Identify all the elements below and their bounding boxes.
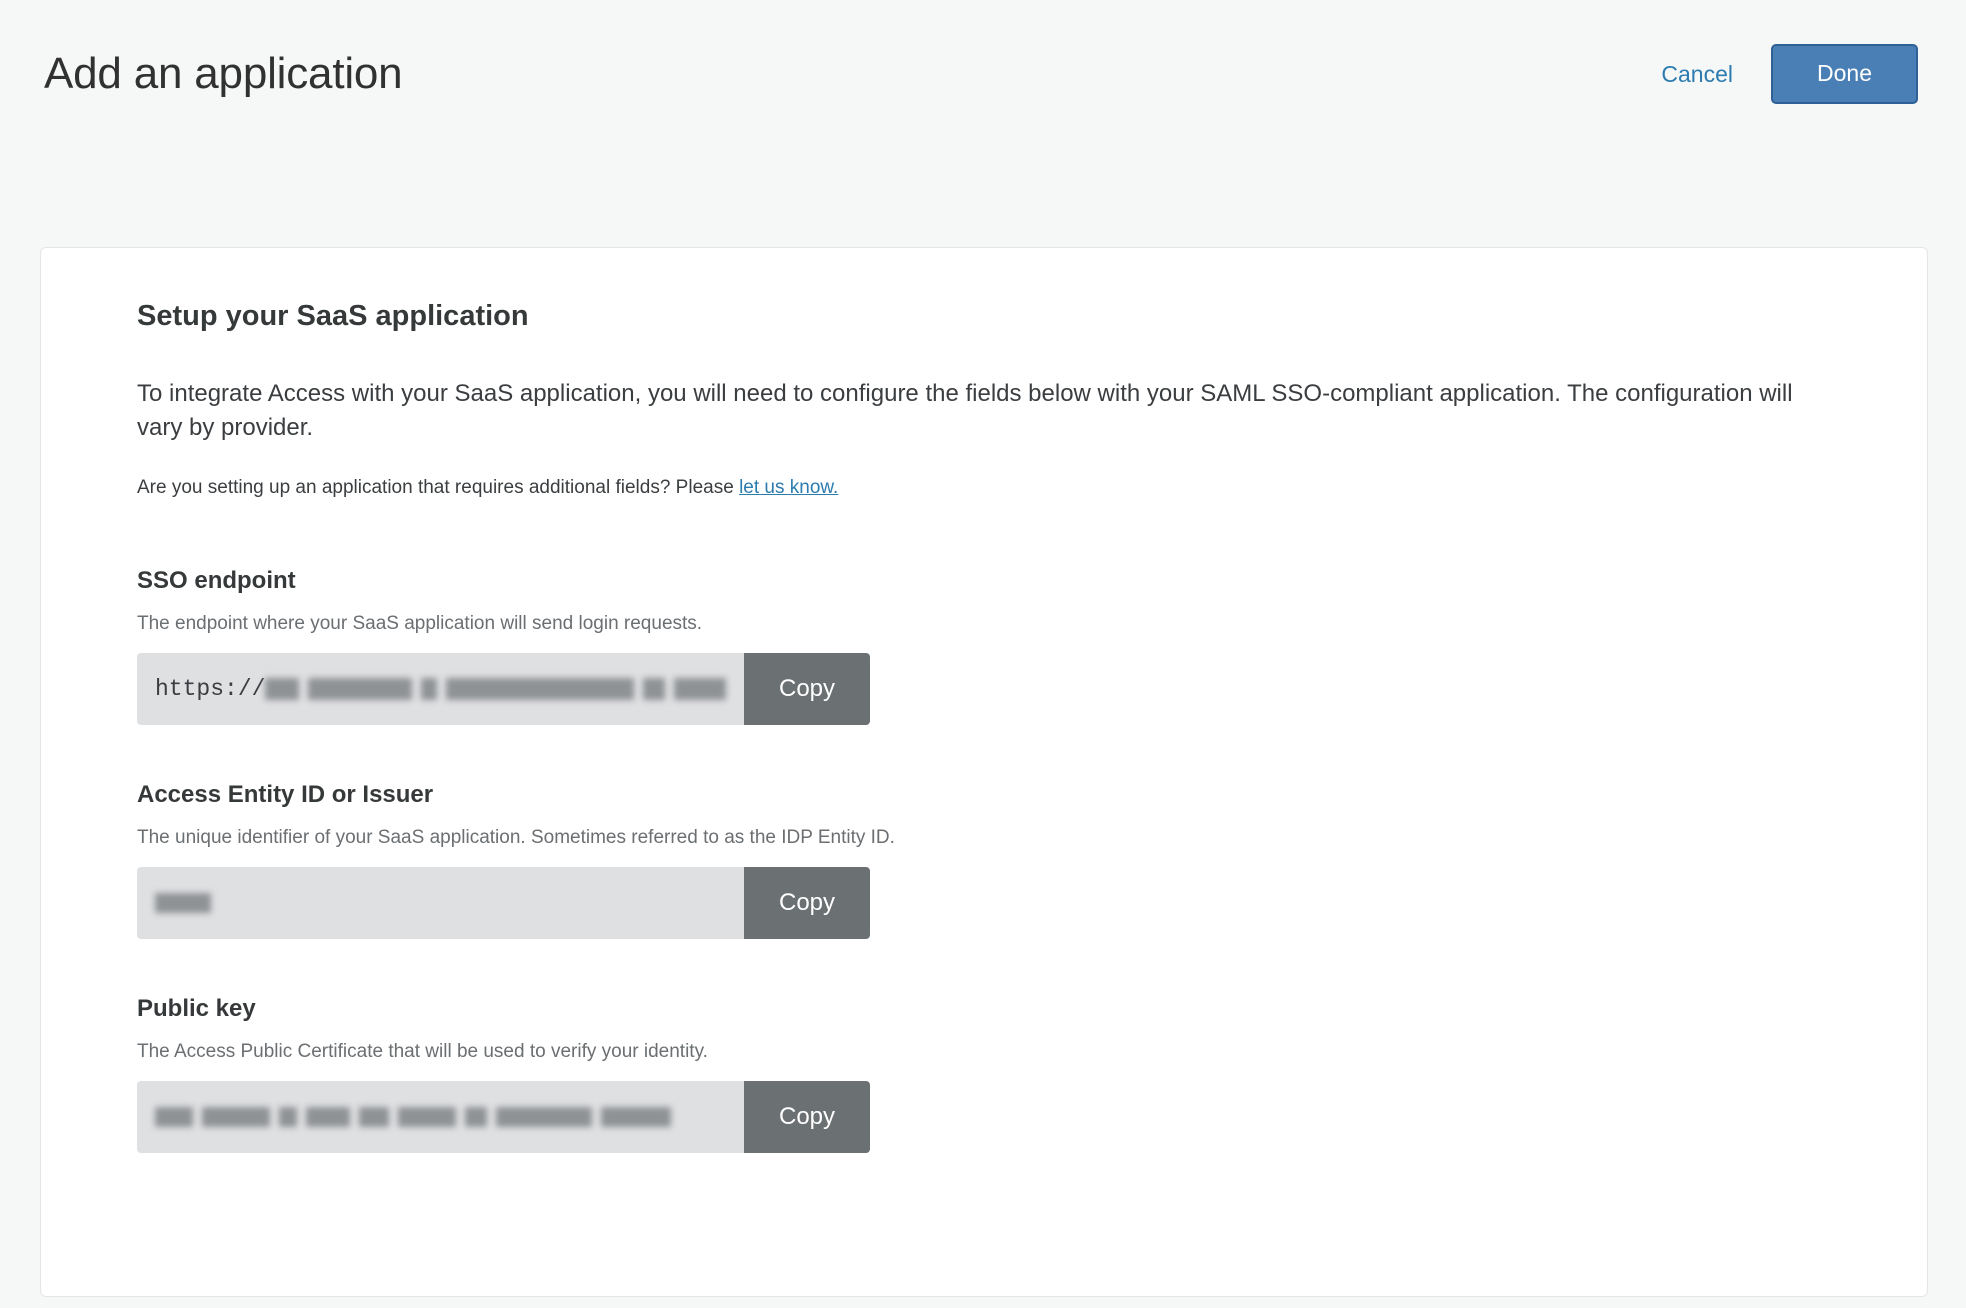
redacted-value <box>265 678 726 700</box>
copy-button[interactable]: Copy <box>744 653 870 725</box>
copy-row <box>137 1081 870 1153</box>
field-sso-endpoint <box>137 567 1831 725</box>
additional-fields-note-text: Are you setting up an application that requires additional fields? Please <box>137 477 734 499</box>
copy-button[interactable]: Copy <box>744 867 870 939</box>
copy-button[interactable]: Copy <box>744 1081 870 1153</box>
field-label: Public key <box>137 995 256 1023</box>
field-label: SSO endpoint <box>137 567 296 595</box>
field-public-key <box>137 995 1831 1153</box>
copy-row <box>137 867 870 939</box>
redacted-value <box>155 1107 680 1127</box>
redacted-value <box>155 893 220 913</box>
additional-fields-note <box>137 477 1831 499</box>
let-us-know-link[interactable]: let us know. <box>739 477 839 499</box>
field-access-entity-id <box>137 781 1831 939</box>
cancel-button[interactable]: Cancel <box>1651 53 1743 96</box>
sso-endpoint-prefix: https:// <box>155 676 266 703</box>
card-title: Setup your SaaS application <box>137 300 529 332</box>
setup-card <box>40 247 1928 1297</box>
field-description: The Access Public Certificate that will be used to verify your identity. <box>137 1041 708 1063</box>
field-label: Access Entity ID or Issuer <box>137 781 434 809</box>
field-description: The unique identifier of your SaaS application. Sometimes referred to as the IDP Entity ID. <box>137 827 895 849</box>
field-description: The endpoint where your SaaS application will send login requests. <box>137 613 703 635</box>
access-entity-id-value[interactable] <box>137 867 744 939</box>
header-actions <box>1651 44 1926 104</box>
done-button[interactable]: Done <box>1771 44 1918 104</box>
public-key-value[interactable] <box>137 1081 744 1153</box>
page-title: Add an application <box>44 48 403 98</box>
sso-endpoint-value[interactable] <box>137 653 744 725</box>
copy-row <box>137 653 870 725</box>
page-header <box>0 0 1966 148</box>
card-intro-text: To integrate Access with your SaaS application, you will need to configure the fields below with your SAML SSO-compliant application. The configuration will vary by provider. <box>137 380 1793 442</box>
